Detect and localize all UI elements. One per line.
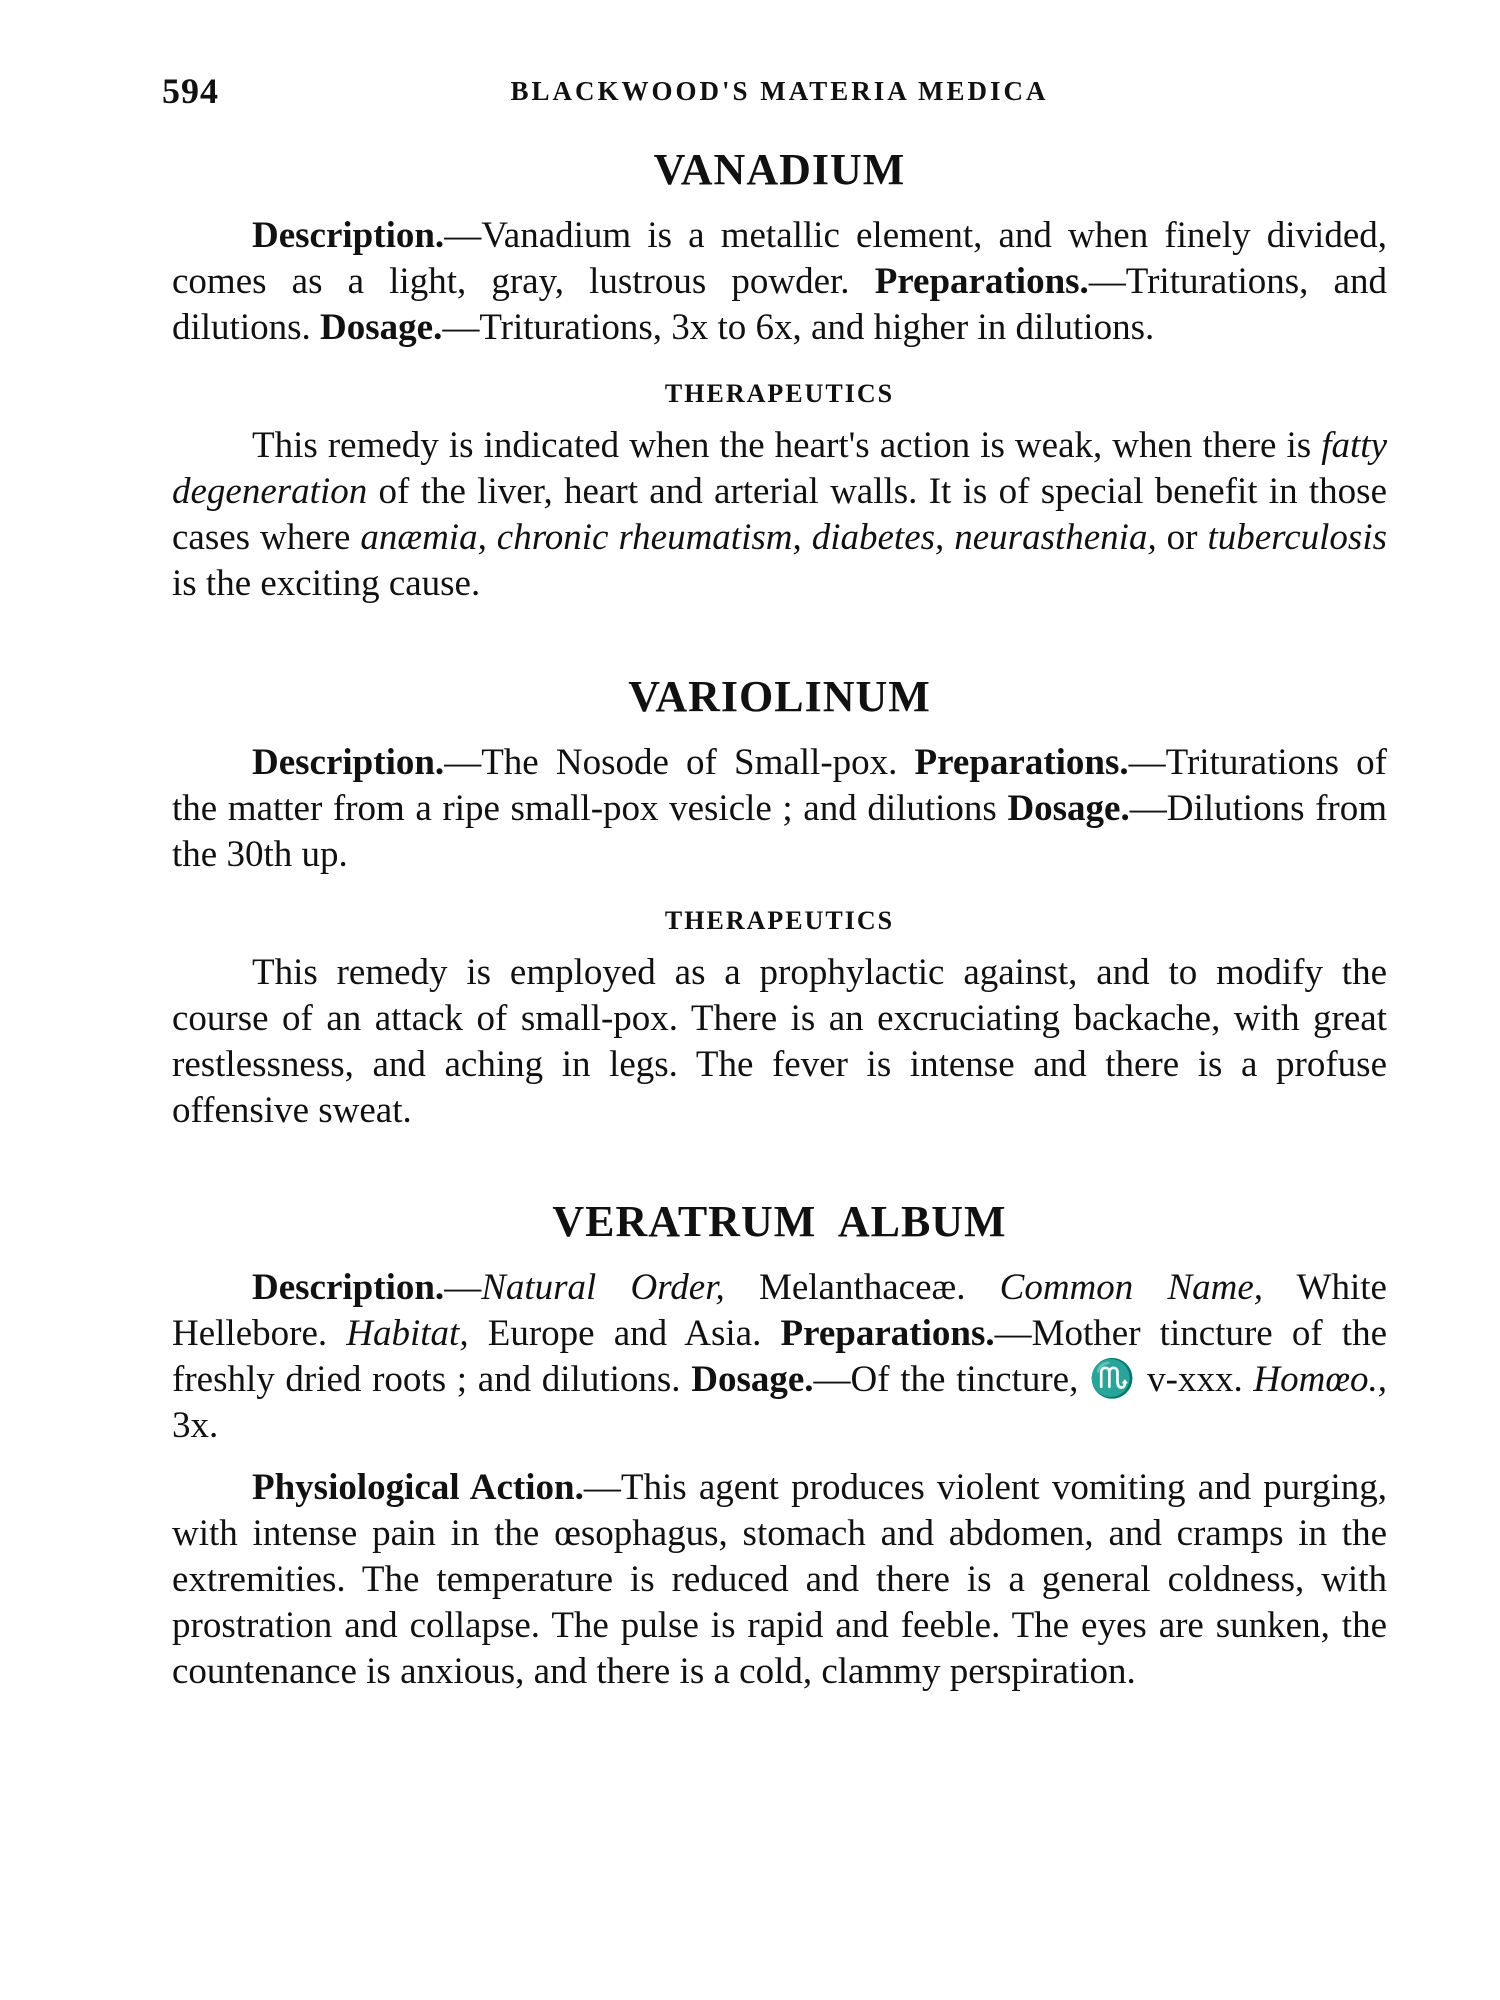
preparations-text: —Triturations, and dilutions. (172, 261, 1387, 348)
description-label: Description. (252, 1267, 445, 1308)
running-title: BLACKWOOD'S MATERIA MEDICA (510, 76, 1049, 106)
therapeutics-paragraph (172, 423, 1387, 607)
description-text: —Vanadium is a metallic element, and when finely divided, comes as a light, gray, lustrous powder. (172, 215, 1387, 302)
order-text: Melanthaceæ. (724, 1267, 1000, 1308)
running-head (162, 60, 1387, 120)
description-label: Description. (252, 215, 445, 256)
dosage-label: Dosage. (691, 1359, 814, 1400)
therapeutics-text: or (1156, 517, 1208, 558)
therapeutics-italic: fatty degeneration (172, 425, 1387, 512)
preparations-label: Preparations. (914, 742, 1129, 783)
description-paragraph (172, 740, 1387, 878)
book-page (162, 60, 1388, 1695)
homoeo-label: Homœo., (1253, 1359, 1387, 1400)
entry-vanadium (172, 144, 1387, 607)
order-label: Natural Order, (481, 1267, 725, 1308)
preparations-label: Preparations. (780, 1313, 995, 1354)
physiological-action-label: Physiological Action. (252, 1467, 584, 1508)
entry-veratrum-album (172, 1196, 1387, 1695)
physiological-action-paragraph (172, 1465, 1387, 1695)
dosage-text: —Triturations, 3x to 6x, and higher in dilutions. (442, 307, 1155, 348)
entry-title: VERATRUM ALBUM (552, 1197, 1007, 1246)
therapeutics-heading: THERAPEUTICS (664, 379, 895, 408)
therapeutics-paragraph: This remedy is employed as a prophylactic against, and to modify the course of an attack of small-pox. There is an excruciating backache, with great restlessness, and aching in legs. The fever is intense and there is a profuse offensive sweat. (172, 952, 1387, 1131)
description-text: —The Nosode of Small-pox. (444, 742, 915, 783)
description-label: Description. (252, 742, 445, 783)
therapeutics-heading: THERAPEUTICS (664, 906, 895, 935)
habitat-label: Habitat, (346, 1313, 469, 1354)
entry-title: VARIOLINUM (628, 672, 931, 721)
physiological-action-text: —This agent produces violent vomiting and purging, with intense pain in the œsophagus, stomach and abdomen, and cramps in the extremities. The temperature is reduced and there is a general coldness, with prostration and collapse. The pulse is rapid and feeble. The eyes are sunken, the countenance is anxious, and there is a cold, clammy perspiration. (172, 1467, 1387, 1692)
habitat-text: Europe and Asia. (468, 1313, 781, 1354)
page-number: 594 (162, 71, 219, 111)
preparations-text: —Mother tincture of the freshly dried roots ; and dilutions. (172, 1313, 1388, 1400)
preparations-text: —Triturations of the matter from a ripe small-pox vesicle ; and dilutions (172, 742, 1387, 829)
therapeutics-text: This remedy is indicated when the heart's action is weak, when there is (252, 425, 1322, 466)
common-name-label: Common Name, (999, 1267, 1264, 1308)
description-paragraph: Description.—Natural Order, Melanthaceæ. Common Name, White Hellebore. Habitat, Europe and Asia. Preparations.—Mother tincture of the freshly dried roots ; and dilutions. Dosage.—Of the tincture, ♏ v-xxx. Homœo., 3x. (172, 1267, 1388, 1446)
dosage-text: —Of the tincture, ♏ v-xxx. (813, 1359, 1254, 1400)
preparations-label: Preparations. (874, 261, 1089, 302)
therapeutics-italic: anæmia, chronic rheumatism, diabetes, neurasthenia, (360, 517, 1157, 558)
homoeo-text: 3x. (172, 1405, 219, 1446)
therapeutics-italic: tuberculosis (1207, 517, 1387, 558)
common-name-text: White Hellebore. (172, 1267, 1387, 1354)
therapeutics-text: is the exciting cause. (172, 563, 481, 604)
dosage-label: Dosage. (320, 307, 443, 348)
therapeutics-text: of the liver, heart and arterial walls. It is of special benefit in those cases where (172, 471, 1387, 558)
entry-title: VANADIUM (653, 145, 906, 194)
description-paragraph (172, 213, 1387, 351)
dosage-label: Dosage. (1007, 788, 1130, 829)
dosage-text: —Dilutions from the 30th up. (172, 788, 1387, 875)
entry-variolinum (172, 671, 1387, 1134)
